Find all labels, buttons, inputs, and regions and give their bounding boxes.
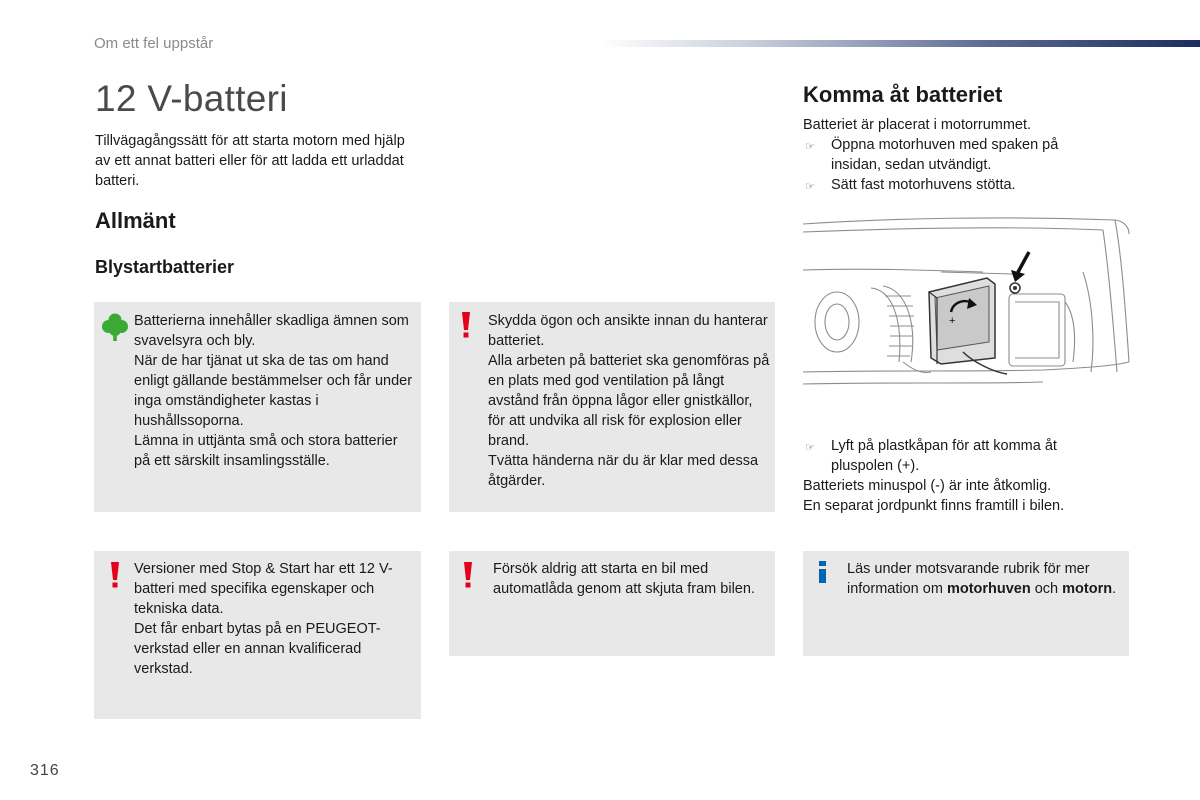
protect-line-1: Skydda ögon och ansikte innan du hanterar batteriet. [488,313,768,349]
access-bullet-2: Sätt fast motorhuvens stötta. [831,177,1016,193]
access-note-2: En separat jordpunkt finns framtill i bilen. [803,498,1065,514]
page-number: 316 [30,762,60,779]
eco-line-1: Batterierna innehåller skadliga ämnen som svavelsyra och bly. [134,313,409,349]
section-heading-access: Komma åt batteriet [803,82,1003,107]
protect-line-2: Alla arbeten på batteriet ska genomföras på en plats med god ventilation på långt avstånd från öppna lågor eller gnistkällor, för att undvika all risk för explosion eller brand. [488,353,770,449]
engine-bay-illustration [803,212,1130,402]
info-bold-hood: motorhuven [946,581,1031,597]
finger-pointer-icon: ☞ [805,181,815,193]
running-header: Om ett fel uppstår [94,35,214,52]
ground-arrow [1010,252,1029,293]
warning-icon [110,562,120,588]
access-note-1: Batteriets minuspol (-) är inte åtkomlig. [803,478,1052,494]
access-intro: Batteriet är placerat i motorrummet. [803,117,1032,133]
eco-line-2: När de har tjänat ut ska de tas om hand enligt gällande bestämmelser och får under inga omständigheter kastas i hushållssoporna. [134,353,413,429]
stopstart-line-2: Det får enbart bytas på en PEUGEOT-verkstad eller en annan kvalificerad verkstad. [134,621,381,677]
stop-start-warning-box [94,551,421,719]
warning-icon [463,562,473,588]
finger-pointer-icon: ☞ [805,442,815,454]
battery-plus-sign: + [949,315,956,327]
stopstart-line-1: Versioner med Stop & Start har ett 12 V-batteri med specifika egenskaper och tekniska data. [134,561,393,617]
warning-icon [461,312,471,338]
info-bold-engine: motorn [1062,581,1113,597]
eco-notice-box [94,302,421,512]
info-text-before: Läs under motsvarande rubrik för mer information om [847,561,1090,597]
push-start-warning-box [449,551,775,656]
section-heading-general: Allmänt [95,208,176,233]
info-text-mid: och [1030,581,1063,597]
push-line-1: Försök aldrig att starta en bil med automatlåda genom att skjuta fram bilen. [493,561,755,597]
battery-shape [929,278,1007,374]
subsection-heading-lead-batteries: Blystartbatterier [95,257,235,277]
info-box [803,551,1129,656]
info-text-after: . [1112,581,1117,597]
access-lift-cover: Lyft på plastkåpan för att komma åt pluspolen (+). [831,438,1057,474]
page-title: 12 V-batteri [95,78,288,119]
finger-pointer-icon: ☞ [805,141,815,153]
header-gradient-bar [600,40,1200,47]
page-intro: Tillvägagångssätt för att starta motorn med hjälp av ett annat batteri eller för att ladda ett urladdat batteri. [95,133,405,189]
safety-warning-box [449,302,775,512]
tree-icon [102,312,128,342]
eco-line-3: Lämna in uttjänta små och stora batterier på ett särskilt insamlingsställe. [134,433,398,469]
protect-line-3: Tvätta händerna när du är klar med dessa åtgärder. [488,453,759,489]
access-bullet-1: Öppna motorhuven med spaken på insidan, sedan utvändigt. [831,137,1059,173]
info-icon [818,561,827,583]
